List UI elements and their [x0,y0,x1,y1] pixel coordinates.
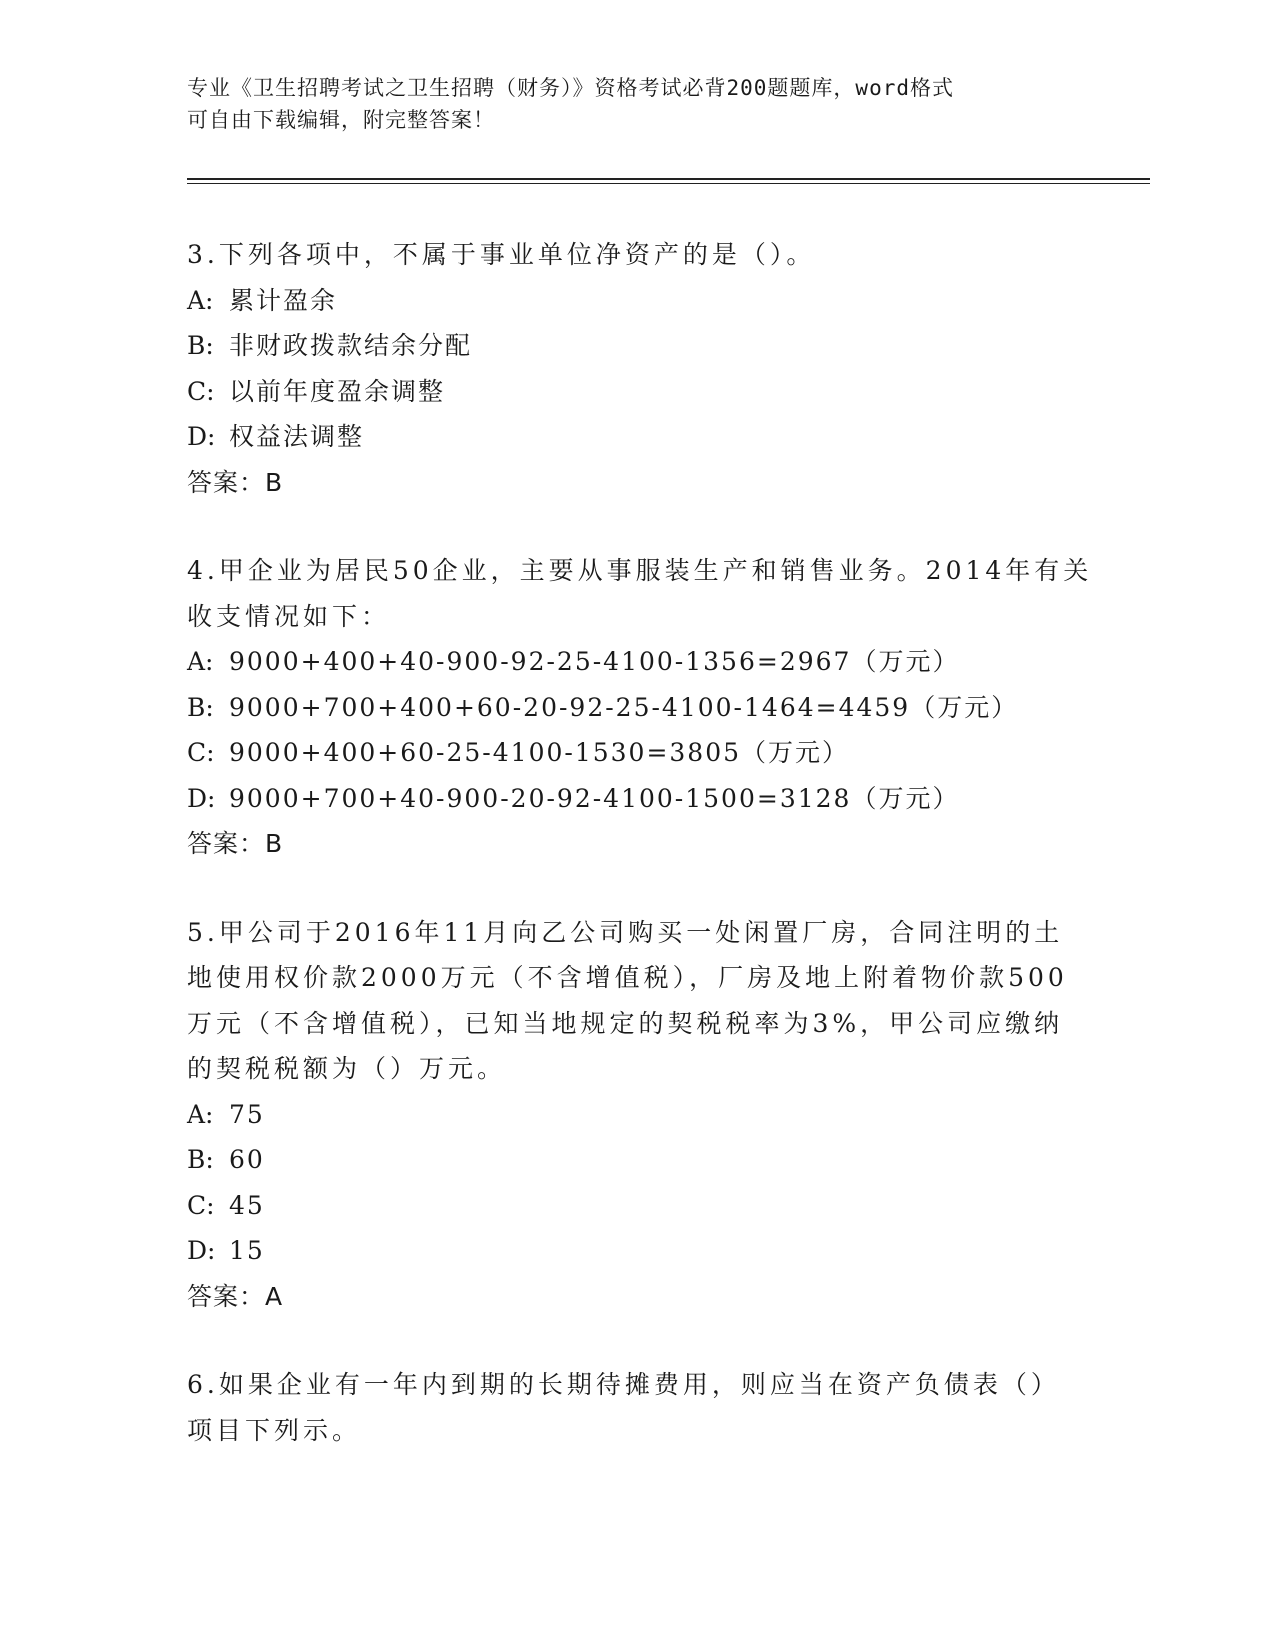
answer-line: 答案：A [187,1281,284,1311]
option-c [187,369,1087,415]
answer-line: 答案：B [187,467,284,497]
question-4 [187,548,1093,867]
option-text: 权益法调整 [229,422,365,451]
option-d [187,414,1087,460]
question-stem-line: 6.如果企业有一年内到期的长期待摊费用，则应当在资产负债表（） [187,1370,1060,1399]
question-stem-line: 的契税税额为（）万元。 [187,1054,507,1083]
option-c [187,730,1087,776]
question-stem-line: 5.甲公司于2016年11月向乙公司购买一处闲置厂房，合同注明的土 [187,917,1064,947]
option-label: C: [187,376,215,406]
option-text: 75 [229,1099,265,1129]
header-divider-thick [187,178,1150,180]
option-label: A: [187,285,214,315]
option-text: 累计盈余 [229,285,338,315]
question-6 [187,1362,1087,1453]
option-a [187,639,1087,685]
question-3 [187,232,1087,505]
option-label: C: [187,1190,215,1220]
option-label: A: [187,1099,214,1129]
question-stem-line: 万元（不含增值税），已知当地规定的契税税率为3%，甲公司应缴纳 [187,1008,1064,1038]
option-label: D: [187,422,216,451]
option-b [187,685,1087,731]
question-stem-line: 收支情况如下： [187,601,391,631]
option-label: B: [187,692,214,722]
option-label: D: [187,783,216,813]
option-label: A: [187,647,214,676]
option-label: B: [187,1145,214,1174]
option-b [187,1137,1087,1183]
document-header [187,72,1067,136]
option-c [187,1183,1087,1229]
header-line-2: 可自由下载编辑，附完整答案！ [187,108,495,132]
header-line-1: 专业《卫生招聘考试之卫生招聘（财务）》资格考试必背200题题库，word格式 [187,76,954,100]
option-text: 45 [229,1190,265,1220]
question-stem-line: 项目下列示。 [187,1415,362,1445]
answer-line: 答案：B [187,829,284,858]
header-divider-thin [187,183,1150,184]
option-a [187,1092,1087,1138]
option-label: B: [187,331,214,360]
question-list [187,232,1093,1496]
question-stem-line: 4.甲企业为居民50企业，主要从事服装生产和销售业务。2014年有关 [187,556,1093,585]
question-stem-line: 3.下列各项中，不属于事业单位净资产的是（）。 [187,240,816,269]
option-text: 9000+400+40-900-92-25-4100-1356=2967（万元） [229,647,960,676]
option-a [187,278,1087,324]
option-label: D: [187,1236,216,1265]
question-5 [187,910,1087,1320]
option-text: 60 [229,1145,265,1174]
option-d [187,776,1087,822]
option-text: 15 [229,1236,265,1265]
question-stem-line: 地使用权价款2000万元（不含增值税），厂房及地上附着物价款500 [187,963,1068,992]
option-text: 9000+700+400+60-20-92-25-4100-1464=4459（万元） [229,692,1019,722]
option-b [187,323,1087,369]
option-text: 9000+700+40-900-20-92-4100-1500=3128（万元） [229,783,960,813]
option-d [187,1228,1087,1274]
option-text: 以前年度盈余调整 [229,376,446,406]
option-text: 非财政拨款结余分配 [229,331,473,360]
option-label: C: [187,738,215,767]
option-text: 9000+400+60-25-4100-1530=3805（万元） [229,738,850,767]
